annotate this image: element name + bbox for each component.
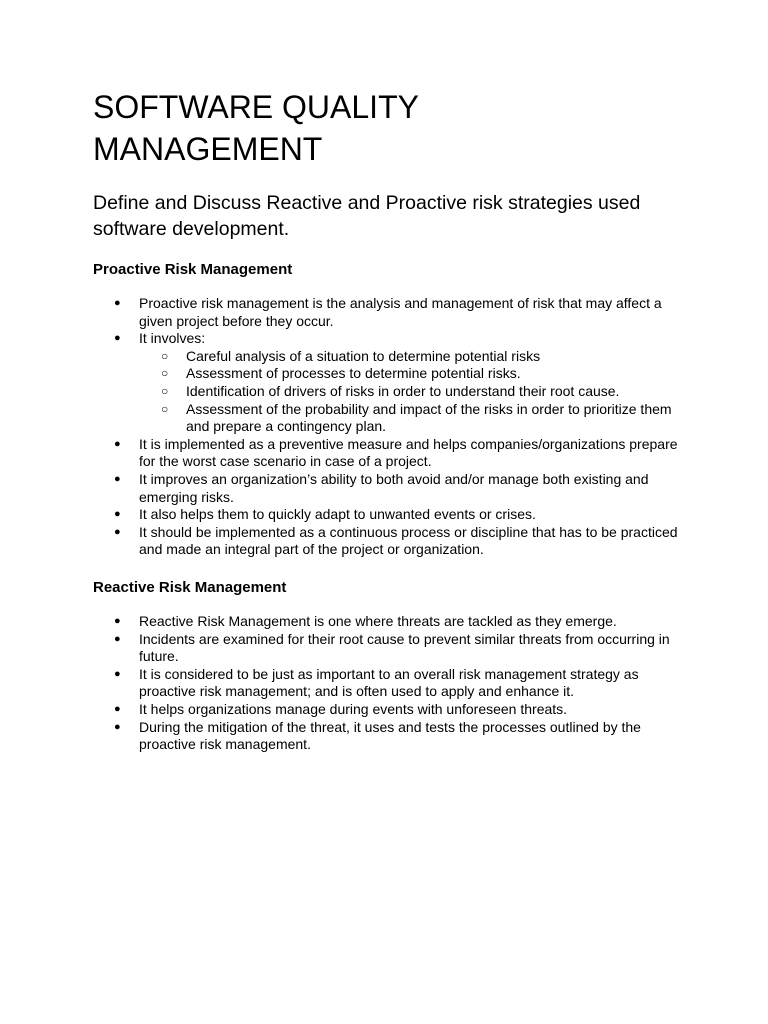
reactive-list [114,613,679,754]
bullet-icon: ● [114,437,121,450]
involves-sublist [139,348,679,436]
list-item-text: During the mitigation of the threat, it uses and tests the processes outlined by the proactive risk management. [139,718,641,753]
list-item-text: It is implemented as a preventive measure and helps companies/organizations prepare for the worst case scenario in case of a project. [139,435,678,470]
hollow-bullet-icon: ○ [161,401,169,416]
list-item-text: Reactive Risk Management is one where threats are tackled as they emerge. [139,613,617,629]
list-item [114,718,679,754]
list-item [114,435,679,471]
list-item-text: It is considered to be just as important to an overall risk management strategy as proactive risk management; and is often used to apply and enhance it. [139,665,639,700]
bullet-icon: ● [114,332,121,345]
list-item [114,630,679,666]
sub-list-item [161,400,679,436]
list-item [114,330,679,436]
bullet-icon: ● [114,720,121,733]
sub-list-item [161,347,679,366]
bullet-icon: ● [114,667,121,680]
hollow-bullet-icon: ○ [161,383,169,398]
bullet-icon: ● [114,508,121,521]
sub-list-item-text: Assessment of the probability and impact of the risks in order to prioritize them and prepare a contingency plan. [186,400,672,435]
sub-list-item-text: Careful analysis of a situation to determine potential risks [186,347,541,364]
sub-list-item-text: Identification of drivers of risks in order to understand their root cause. [186,382,620,399]
document-title [93,86,653,170]
sub-list-item [161,365,679,383]
title-line-1: SOFTWARE QUALITY [93,89,419,125]
list-item-text: Proactive risk management is the analysis and management of risk that may affect a given project before they occur. [139,295,662,329]
list-item-text: It helps organizations manage during events with unforeseen threats. [139,700,568,717]
hollow-bullet-icon: ○ [161,366,169,381]
list-item [114,665,679,701]
bullet-icon: ● [114,525,121,538]
bullet-icon: ● [114,472,121,485]
list-item-text: Incidents are examined for their root cause to prevent similar threats from occurring in future. [139,630,670,665]
list-item-text: It involves: [139,330,206,347]
list-item [114,523,679,559]
bullet-icon: ● [114,615,121,627]
list-item-text: It should be implemented as a continuous process or discipline that has to be practiced and made an integral part of the project or organization. [139,523,678,558]
hollow-bullet-icon: ○ [161,348,169,363]
list-item [114,470,679,506]
bullet-icon: ● [114,632,121,645]
list-item-text: It improves an organization’s ability to both avoid and/or manage both existing and emerging risks. [139,470,649,505]
list-item [114,613,679,631]
list-item [114,700,679,719]
list-item-text: It also helps them to quickly adapt to unwanted events or crises. [139,506,536,523]
bullet-icon: ● [114,297,121,309]
list-item [114,295,679,330]
proactive-list [114,295,679,559]
question-subtitle: Define and Discuss Reactive and Proactive risk strategies used software development. [93,192,641,240]
bullet-icon: ● [114,702,121,715]
reactive-heading: Reactive Risk Management [93,579,287,596]
proactive-heading: Proactive Risk Management [93,261,293,278]
sub-list-item-text: Assessment of processes to determine potential risks. [186,365,521,382]
list-item [114,506,679,524]
title-line-2: MANAGEMENT [93,131,323,167]
sub-list-item [161,382,679,401]
